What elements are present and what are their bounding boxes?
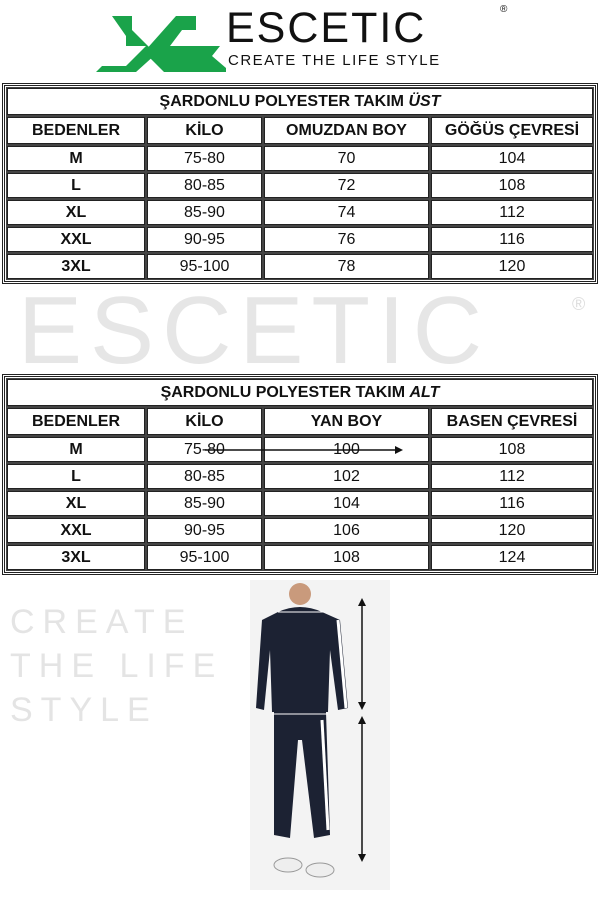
size-cell: 3XL (7, 254, 145, 279)
bottom-size-table (2, 374, 598, 575)
value-cell: 108 (431, 173, 593, 198)
value-cell: 74 (264, 200, 429, 225)
model-figure-icon (250, 580, 390, 890)
size-cell: M (7, 437, 145, 462)
value-cell: 120 (431, 518, 593, 543)
table-row (7, 491, 593, 516)
size-cell: L (7, 464, 145, 489)
header-row (7, 117, 593, 144)
table-row (7, 200, 593, 225)
value-cell: 112 (431, 200, 593, 225)
table-row (7, 464, 593, 489)
size-cell: 3XL (7, 545, 145, 570)
header-cell: KİLO (147, 117, 262, 144)
table-title (7, 88, 593, 115)
watermark-registered: ® (572, 294, 586, 314)
value-cell: 78 (264, 254, 429, 279)
value-cell: 90-95 (147, 227, 262, 252)
brand-name: ESCETIC (226, 4, 427, 52)
value-cell: 95-100 (147, 545, 262, 570)
header-cell: GÖĞÜS ÇEVRESİ (431, 117, 593, 144)
value-cell: 90-95 (147, 518, 262, 543)
brand-tagline: CREATE THE LIFE STYLE (228, 52, 441, 69)
logo-mark-icon (96, 6, 226, 72)
value-cell: 95-100 (147, 254, 262, 279)
size-cell: XXL (7, 518, 145, 543)
table-row (7, 254, 593, 279)
value-cell: 85-90 (147, 491, 262, 516)
table-row (7, 518, 593, 543)
value-cell: 75-80 (147, 437, 262, 462)
header-row (7, 408, 593, 435)
header-cell: KİLO (147, 408, 262, 435)
value-cell: 104 (264, 491, 429, 516)
table-row (7, 545, 593, 570)
header-cell: YAN BOY (264, 408, 429, 435)
value-cell: 116 (431, 227, 593, 252)
watermark-brand: ESCETIC (18, 277, 491, 384)
size-cell: XXL (7, 227, 145, 252)
value-cell: 75-80 (147, 146, 262, 171)
value-cell: 116 (431, 491, 593, 516)
size-cell: XL (7, 200, 145, 225)
size-cell: L (7, 173, 145, 198)
value-cell: 72 (264, 173, 429, 198)
value-cell: 108 (264, 545, 429, 570)
header-cell: BASEN ÇEVRESİ (431, 408, 593, 435)
value-cell: 102 (264, 464, 429, 489)
table-title (7, 379, 593, 406)
top-size-table (2, 83, 598, 284)
header-cell: BEDENLER (7, 408, 145, 435)
title-main: ŞARDONLU POLYESTER TAKIM (159, 92, 409, 110)
size-cell: M (7, 146, 145, 171)
value-cell: 112 (431, 464, 593, 489)
value-cell: 76 (264, 227, 429, 252)
model-photo (250, 580, 390, 890)
title-main: ŞARDONLU POLYESTER TAKIM (160, 383, 410, 401)
registered-mark: ® (500, 4, 508, 15)
value-cell: 124 (431, 545, 593, 570)
table-row (7, 173, 593, 198)
value-cell: 108 (431, 437, 593, 462)
header-cell: OMUZDAN BOY (264, 117, 429, 144)
value-cell: 80-85 (147, 464, 262, 489)
arrow-icon (205, 440, 405, 460)
title-part: ÜST (408, 92, 441, 110)
value-cell: 120 (431, 254, 593, 279)
title-part: ALT (409, 383, 440, 401)
value-cell: 85-90 (147, 200, 262, 225)
table-row (7, 227, 593, 252)
header-cell: BEDENLER (7, 117, 145, 144)
value-cell: 100 (264, 437, 429, 462)
size-cell: XL (7, 491, 145, 516)
value-cell: 106 (264, 518, 429, 543)
table-row (7, 146, 593, 171)
value-cell: 104 (431, 146, 593, 171)
value-cell: 70 (264, 146, 429, 171)
watermark-tagline: CREATE THE LIFE STYLE (10, 603, 224, 729)
value-cell: 80-85 (147, 173, 262, 198)
